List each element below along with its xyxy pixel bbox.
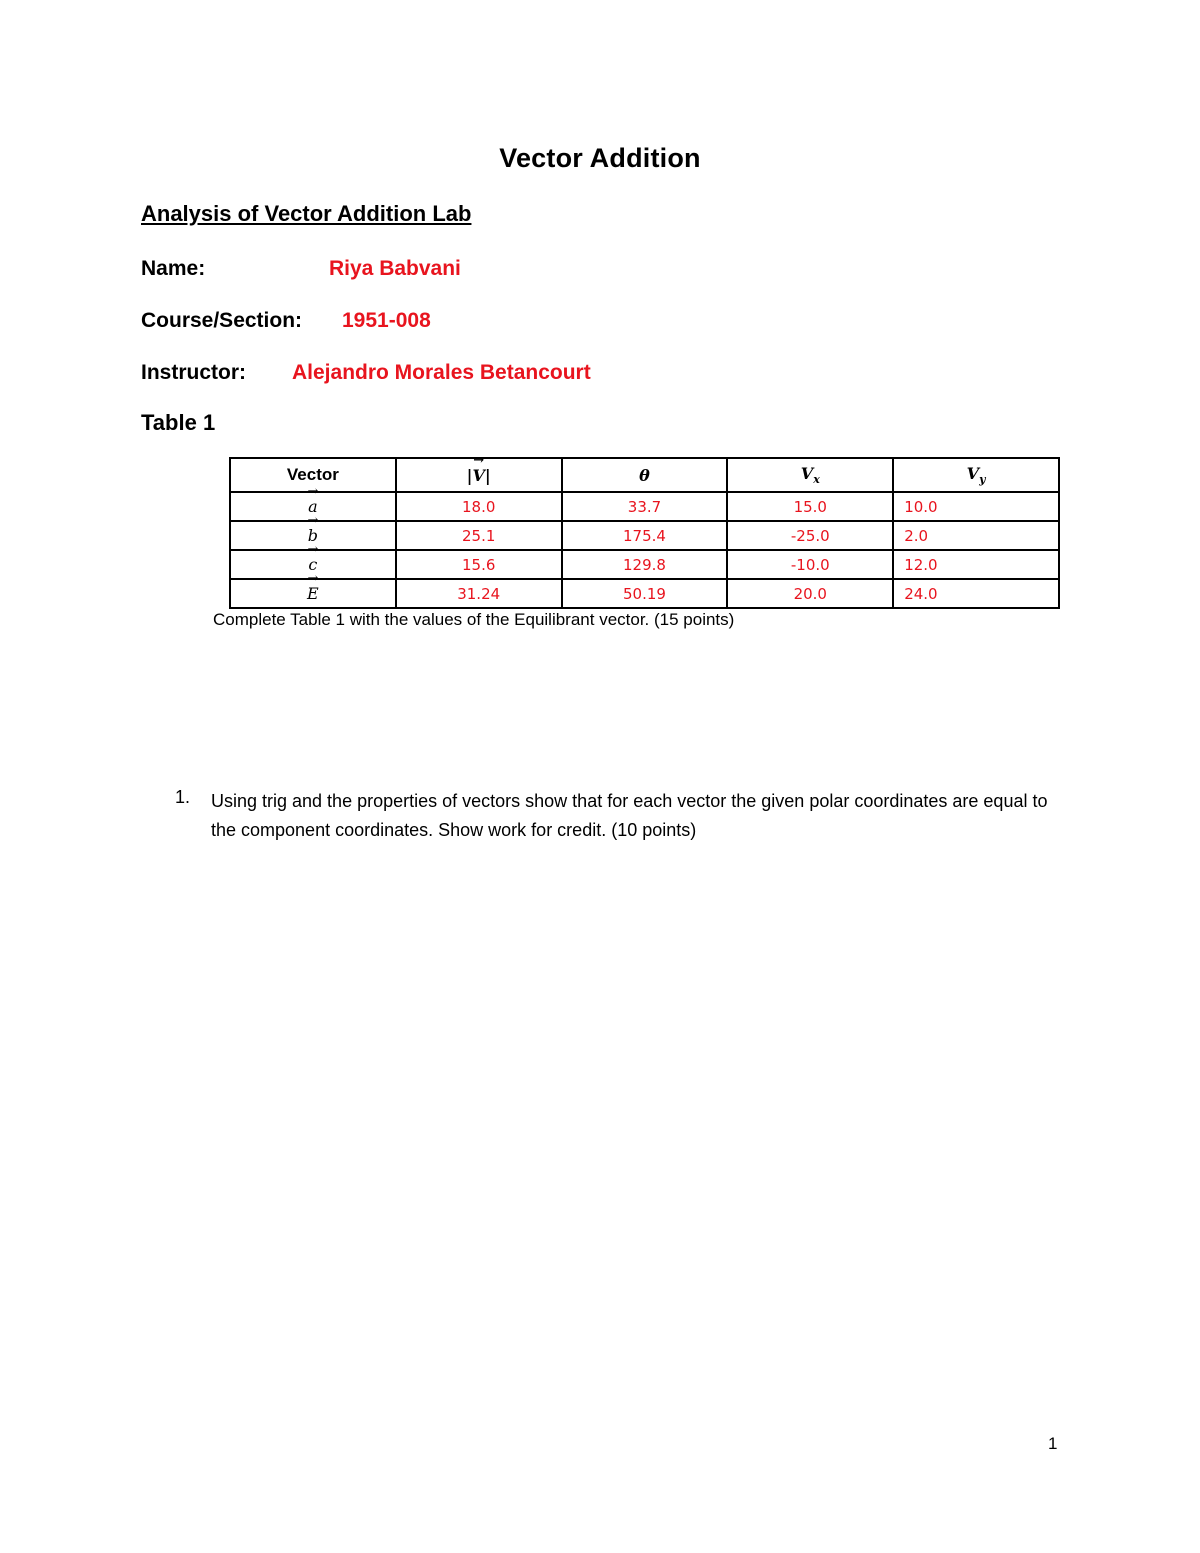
theta-cell: 175.4 (562, 521, 728, 550)
lab-subheading: Analysis of Vector Addition Lab (141, 201, 472, 226)
vector-symbol: → a (308, 497, 318, 516)
header-vector: Vector (230, 458, 396, 492)
vector-symbol: → E (307, 584, 319, 603)
instructor-label: Instructor: (141, 361, 246, 384)
table-label: Table 1 (141, 410, 216, 435)
theta-cell: 33.7 (562, 492, 728, 521)
vector-table (229, 457, 1060, 609)
table-row (230, 492, 1059, 521)
vector-symbol: → b (308, 526, 318, 545)
magnitude-cell: 25.1 (396, 521, 562, 550)
vx-cell: -25.0 (727, 521, 893, 550)
table-caption: Complete Table 1 with the values of the Equilibrant vector. (15 points) (213, 610, 735, 629)
magnitude-cell: 15.6 (396, 550, 562, 579)
header-magnitude: |→ V| (396, 458, 562, 492)
table-header-row (230, 458, 1059, 492)
vx-cell: 20.0 (727, 579, 893, 608)
header-vx: $V_x$ (727, 458, 893, 492)
vy-cell: 12.0 (893, 550, 1059, 579)
question-text: Using trig and the properties of vectors show that for each vector the given polar coordinates are equal to the component coordinates. Show work for credit. (10 points) (211, 791, 1048, 840)
table-row (230, 579, 1059, 608)
vy-cell: 24.0 (893, 579, 1059, 608)
vx-cell: 15.0 (727, 492, 893, 521)
name-value: Riya Babvani (329, 257, 461, 280)
table-row (230, 550, 1059, 579)
header-vy: $V_y$ (893, 458, 1059, 492)
theta-cell: 50.19 (562, 579, 728, 608)
magnitude-cell: 31.24 (396, 579, 562, 608)
header-theta: θ (562, 458, 728, 492)
vy-cell: 2.0 (893, 521, 1059, 550)
theta-cell: 129.8 (562, 550, 728, 579)
course-label: Course/Section: (141, 309, 303, 332)
vector-symbol: → c (308, 555, 317, 574)
instructor-value: Alejandro Morales Betancourt (292, 361, 591, 384)
name-label: Name: (141, 257, 206, 280)
magnitude-cell: 18.0 (396, 492, 562, 521)
vector-cell (230, 579, 396, 608)
table-row (230, 521, 1059, 550)
vx-cell: -10.0 (727, 550, 893, 579)
page-number: 1 (1048, 1434, 1058, 1453)
course-value: 1951-008 (342, 309, 431, 332)
document-title: Vector Addition (499, 143, 701, 173)
question-number: 1. (175, 787, 191, 807)
vy-cell: 10.0 (893, 492, 1059, 521)
